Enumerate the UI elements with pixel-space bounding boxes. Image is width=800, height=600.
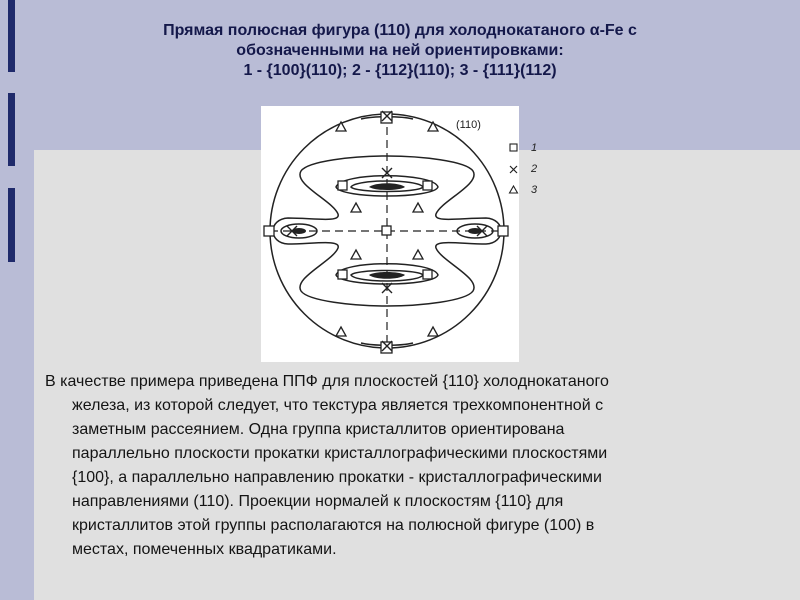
- marker-triangle: [413, 203, 423, 212]
- title-line: 1 - {100}(110); 2 - {112}(110); 3 - {111}(112): [243, 62, 557, 79]
- density-peak-lower: [369, 272, 405, 279]
- left-decor-strip: [0, 0, 34, 600]
- marker-square: [264, 226, 274, 236]
- caption-line: кристаллитов этой группы располагаются на полюсной фигуре (100) в: [72, 517, 595, 534]
- marker-square: [381, 112, 392, 123]
- legend-label: 2: [531, 163, 538, 175]
- legend-label: 1: [531, 142, 538, 154]
- marker-square: [381, 342, 392, 353]
- left-decor-bar: [8, 188, 15, 262]
- plane-label: (110): [456, 119, 481, 131]
- slide-title: [60, 21, 740, 81]
- marker-square: [423, 181, 432, 190]
- caption-paragraph: [45, 370, 765, 562]
- legend-triangle-icon: [510, 186, 518, 193]
- legend-square-icon: [510, 144, 517, 151]
- marker-square: [382, 226, 391, 235]
- caption-line: {100}, а параллельно направлению прокатки - кристаллографическими: [72, 469, 602, 486]
- pole-figure: [261, 106, 538, 362]
- marker-triangle: [413, 250, 423, 259]
- left-decor-bar: [8, 0, 15, 72]
- caption-line: железа, из которой следует, что текстура является трехкомпонентной с: [72, 397, 604, 414]
- density-peak-upper: [369, 183, 405, 190]
- marker-triangle: [351, 203, 361, 212]
- marker-triangle: [351, 250, 361, 259]
- marker-triangle: [336, 327, 346, 336]
- marker-square: [338, 270, 347, 279]
- legend-label: 3: [531, 184, 538, 196]
- title-line: Прямая полюсная фигура (110) для холоднокатаного α-Fe с: [163, 22, 637, 39]
- caption-line: местах, помеченных квадратиками.: [72, 541, 337, 558]
- caption-line: заметным рассеянием. Одна группа кристаллитов ориентирована: [72, 421, 565, 438]
- marker-square: [423, 270, 432, 279]
- marker-square: [338, 181, 347, 190]
- caption-first-line: В качестве примера приведена ППФ для плоскостей {110} холоднокатаного: [45, 373, 609, 390]
- legend-cross-icon: [510, 166, 517, 173]
- marker-triangle: [428, 122, 438, 131]
- caption-line: направлениями (110). Проекции нормалей к плоскостям {110} для: [72, 493, 564, 510]
- marker-square: [498, 226, 508, 236]
- title-line: обозначенными на ней ориентировками:: [236, 42, 564, 59]
- marker-triangle: [428, 327, 438, 336]
- caption-line: параллельно плоскости прокатки кристаллографическими плоскостями: [72, 445, 608, 462]
- pole-figure-diagram: [261, 106, 538, 362]
- left-decor-bar: [8, 93, 15, 166]
- marker-triangle: [336, 122, 346, 131]
